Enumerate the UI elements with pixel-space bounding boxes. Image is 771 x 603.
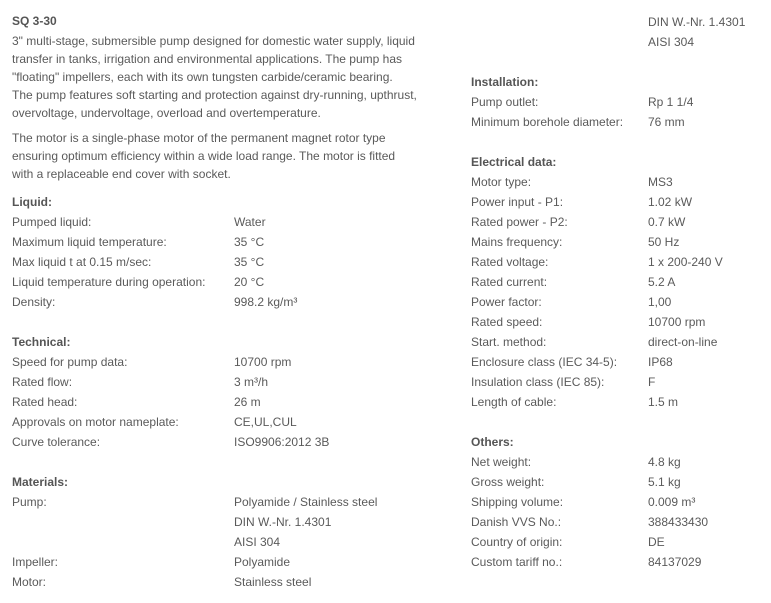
spec-label: Mains frequency: bbox=[471, 235, 563, 249]
spec-row bbox=[471, 452, 771, 472]
spec-label: Rated head: bbox=[12, 395, 78, 409]
spec-value: 4.8 kg bbox=[648, 455, 681, 469]
spec-row bbox=[12, 512, 434, 532]
spec-value: 0.7 kW bbox=[648, 215, 686, 229]
spec-row bbox=[471, 192, 771, 212]
spec-value: 998.2 kg/m³ bbox=[234, 295, 298, 309]
description-line: "floating" impellers, each with its own tungsten carbide/ceramic bearing. bbox=[12, 70, 393, 84]
spec-row bbox=[471, 292, 771, 312]
spec-value: Polyamide bbox=[234, 555, 291, 569]
product-title: SQ 3-30 bbox=[12, 14, 57, 28]
description-line: overvoltage, undervoltage, overload and overtemperature. bbox=[12, 106, 321, 120]
section-heading-materials: Materials: bbox=[12, 475, 69, 489]
spec-row bbox=[471, 252, 771, 272]
section-heading-installation: Installation: bbox=[471, 75, 539, 89]
spec-label: Rated flow: bbox=[12, 375, 73, 389]
spec-label: Pumped liquid: bbox=[12, 215, 92, 229]
spec-value: IP68 bbox=[648, 355, 673, 369]
spec-value: 10700 rpm bbox=[234, 355, 292, 369]
spec-value: 5.2 A bbox=[648, 275, 676, 289]
spec-row bbox=[471, 512, 771, 532]
spec-row bbox=[471, 272, 771, 292]
spec-value: 1,00 bbox=[648, 295, 672, 309]
spec-value: ISO9906:2012 3B bbox=[234, 435, 330, 449]
spec-row bbox=[471, 472, 771, 492]
spec-row bbox=[12, 392, 434, 412]
spec-label: Motor type: bbox=[471, 175, 532, 189]
spec-value: Polyamide / Stainless steel bbox=[234, 495, 378, 509]
description-line: The motor is a single-phase motor of the permanent magnet rotor type bbox=[12, 131, 386, 145]
spec-row bbox=[471, 352, 771, 372]
spec-row bbox=[12, 552, 434, 572]
spec-label: Pump outlet: bbox=[471, 95, 539, 109]
spec-value: 1 x 200-240 V bbox=[648, 255, 723, 269]
spec-label: Maximum liquid temperature: bbox=[12, 235, 167, 249]
spec-row bbox=[471, 552, 771, 572]
description-line: The pump features soft starting and protection against dry-running, upthrust, bbox=[12, 88, 417, 102]
spec-row bbox=[12, 352, 434, 372]
spec-label: Gross weight: bbox=[471, 475, 545, 489]
spec-row bbox=[12, 272, 434, 292]
spec-value: 1.5 m bbox=[648, 395, 679, 409]
motor-description bbox=[12, 129, 452, 183]
spec-value: 35 °C bbox=[234, 255, 265, 269]
spec-row bbox=[471, 92, 771, 112]
spec-label: Motor: bbox=[12, 575, 47, 589]
spec-value: Rp 1 1/4 bbox=[648, 95, 694, 109]
spec-label: Impeller: bbox=[12, 555, 59, 569]
spec-value: 35 °C bbox=[234, 235, 265, 249]
product-description bbox=[12, 32, 452, 122]
spec-row bbox=[471, 172, 771, 192]
spec-row bbox=[471, 232, 771, 252]
spec-label: Rated speed: bbox=[471, 315, 543, 329]
section-heading-others: Others: bbox=[471, 435, 514, 449]
spec-row bbox=[12, 252, 434, 272]
spec-label: Rated voltage: bbox=[471, 255, 549, 269]
description-line: with a replaceable end cover with socket. bbox=[12, 167, 231, 181]
spec-label: Pump: bbox=[12, 495, 47, 509]
spec-value: 84137029 bbox=[648, 555, 702, 569]
spec-label: Power factor: bbox=[471, 295, 542, 309]
spec-value: direct-on-line bbox=[648, 335, 718, 349]
spec-value: 50 Hz bbox=[648, 235, 680, 249]
spec-label: Curve tolerance: bbox=[12, 435, 101, 449]
spec-row bbox=[471, 312, 771, 332]
spec-row bbox=[12, 372, 434, 392]
spec-label: Rated power - P2: bbox=[471, 215, 568, 229]
spec-label: Rated current: bbox=[471, 275, 548, 289]
spec-label: Custom tariff no.: bbox=[471, 555, 563, 569]
section-heading-technical: Technical: bbox=[12, 335, 71, 349]
spec-row bbox=[12, 212, 434, 232]
spec-value: 1.02 kW bbox=[648, 195, 693, 209]
spec-value: 388433430 bbox=[648, 515, 709, 529]
spec-row bbox=[471, 532, 771, 552]
spec-label: Length of cable: bbox=[471, 395, 557, 409]
spec-label: Country of origin: bbox=[471, 535, 563, 549]
spec-row bbox=[471, 492, 771, 512]
spec-value: DE bbox=[648, 535, 665, 549]
spec-label: Liquid temperature during operation: bbox=[12, 275, 206, 289]
spec-value: 76 mm bbox=[648, 115, 685, 129]
description-line: transfer in tanks, irrigation and environmental applications. The pump has bbox=[12, 52, 402, 66]
spec-row bbox=[471, 392, 771, 412]
spec-value: 0.009 m³ bbox=[648, 495, 696, 509]
spec-label: Enclosure class (IEC 34-5): bbox=[471, 355, 618, 369]
spec-label: Max liquid t at 0.15 m/sec: bbox=[12, 255, 152, 269]
spec-value: CE,UL,CUL bbox=[234, 415, 297, 429]
spec-row bbox=[12, 432, 434, 452]
spec-label: Speed for pump data: bbox=[12, 355, 128, 369]
spec-value: 5.1 kg bbox=[648, 475, 681, 489]
description-line: 3" multi-stage, submersible pump designed for domestic water supply, liquid bbox=[12, 34, 415, 48]
spec-row bbox=[12, 532, 434, 552]
motor-material-aisi: AISI 304 bbox=[648, 35, 695, 49]
spec-value: 20 °C bbox=[234, 275, 265, 289]
spec-value: 26 m bbox=[234, 395, 261, 409]
spec-value: MS3 bbox=[648, 175, 673, 189]
spec-value: Stainless steel bbox=[234, 575, 312, 589]
spec-row bbox=[471, 212, 771, 232]
spec-row bbox=[471, 112, 771, 132]
spec-value: F bbox=[648, 375, 656, 389]
spec-row bbox=[471, 332, 771, 352]
spec-value: 10700 rpm bbox=[648, 315, 706, 329]
spec-value: Water bbox=[234, 215, 266, 229]
motor-material-din: DIN W.-Nr. 1.4301 bbox=[648, 15, 746, 29]
section-heading-electrical: Electrical data: bbox=[471, 155, 557, 169]
spec-label: Density: bbox=[12, 295, 56, 309]
section-heading-liquid: Liquid: bbox=[12, 195, 52, 209]
spec-label: Insulation class (IEC 85): bbox=[471, 375, 605, 389]
spec-label: Net weight: bbox=[471, 455, 532, 469]
spec-row bbox=[12, 292, 434, 312]
spec-value: DIN W.-Nr. 1.4301 bbox=[234, 515, 332, 529]
spec-value: AISI 304 bbox=[234, 535, 281, 549]
spec-row bbox=[12, 572, 434, 592]
spec-row bbox=[12, 492, 434, 512]
spec-label: Start. method: bbox=[471, 335, 547, 349]
description-line: ensuring optimum efficiency within a wide load range. The motor is fitted bbox=[12, 149, 396, 163]
spec-label: Minimum borehole diameter: bbox=[471, 115, 624, 129]
spec-value: 3 m³/h bbox=[234, 375, 269, 389]
spec-row bbox=[471, 372, 771, 392]
spec-label: Danish VVS No.: bbox=[471, 515, 562, 529]
spec-label: Shipping volume: bbox=[471, 495, 564, 509]
spec-label: Power input - P1: bbox=[471, 195, 564, 209]
spec-row bbox=[12, 232, 434, 252]
spec-row bbox=[12, 412, 434, 432]
spec-label: Approvals on motor nameplate: bbox=[12, 415, 179, 429]
